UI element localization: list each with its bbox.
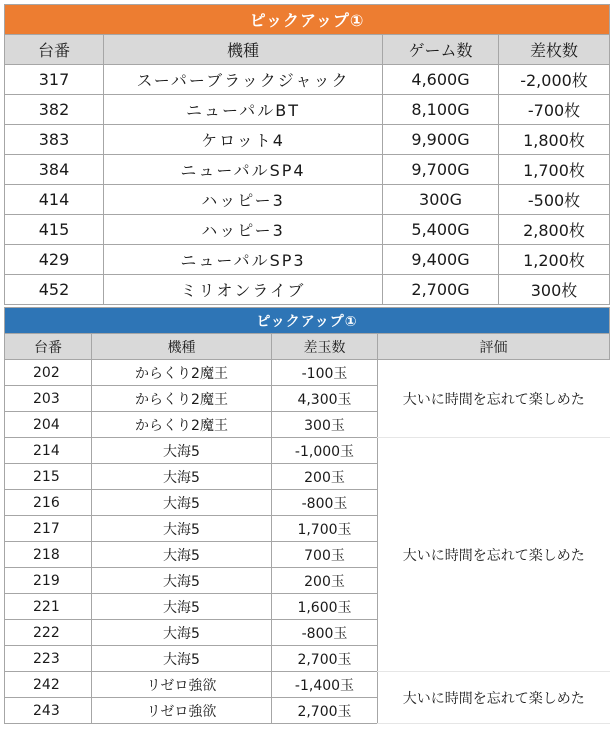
pickup-table-slots (4, 4, 610, 305)
cell-model: からくり2魔王 (92, 412, 272, 438)
cell-machine-number: 218 (5, 542, 92, 568)
cell-machine-number: 222 (5, 620, 92, 646)
table2-title: ピックアップ① (5, 308, 610, 334)
table1-title: ピックアップ① (5, 5, 610, 35)
cell-machine-number: 204 (5, 412, 92, 438)
cell-ball-diff: -100玉 (272, 360, 378, 386)
cell-medal-diff: 1,700枚 (499, 155, 610, 185)
cell-evaluation: 大いに時間を忘れて楽しめた (378, 672, 610, 724)
cell-medal-diff: -2,000枚 (499, 65, 610, 95)
cell-machine-number: 429 (5, 245, 104, 275)
cell-machine-number: 223 (5, 646, 92, 672)
cell-machine-number: 217 (5, 516, 92, 542)
table-row (5, 245, 610, 275)
col-header-model: 機種 (92, 334, 272, 360)
cell-model: 大海5 (92, 620, 272, 646)
table1-header-row (5, 35, 610, 65)
cell-ball-diff: -800玉 (272, 490, 378, 516)
cell-ball-diff: -1,400玉 (272, 672, 378, 698)
cell-ball-diff: 200玉 (272, 464, 378, 490)
cell-model: ミリオンライブ (104, 275, 383, 305)
cell-model: ハッピー3 (104, 185, 383, 215)
cell-machine-number: 214 (5, 438, 92, 464)
col-header-medal-diff: 差枚数 (499, 35, 610, 65)
cell-model: スーパーブラックジャック (104, 65, 383, 95)
cell-machine-number: 215 (5, 464, 92, 490)
cell-machine-number: 317 (5, 65, 104, 95)
cell-model: 大海5 (92, 490, 272, 516)
cell-medal-diff: 1,200枚 (499, 245, 610, 275)
cell-machine-number: 382 (5, 95, 104, 125)
cell-ball-diff: -1,000玉 (272, 438, 378, 464)
cell-machine-number: 415 (5, 215, 104, 245)
col-header-machine-number: 台番 (5, 334, 92, 360)
table-row (5, 672, 610, 698)
pickup-table-pachinko (4, 307, 610, 724)
col-header-model: 機種 (104, 35, 383, 65)
col-header-ball-diff: 差玉数 (272, 334, 378, 360)
cell-model: リゼロ強欲 (92, 672, 272, 698)
cell-ball-diff: 200玉 (272, 568, 378, 594)
cell-machine-number: 203 (5, 386, 92, 412)
table2-header-row (5, 334, 610, 360)
table-row (5, 275, 610, 305)
cell-model: 大海5 (92, 464, 272, 490)
cell-ball-diff: -800玉 (272, 620, 378, 646)
col-header-evaluation: 評価 (378, 334, 610, 360)
cell-machine-number: 243 (5, 698, 92, 724)
cell-model: 大海5 (92, 646, 272, 672)
cell-ball-diff: 4,300玉 (272, 386, 378, 412)
cell-games: 4,600G (383, 65, 499, 95)
cell-machine-number: 202 (5, 360, 92, 386)
col-header-machine-number: 台番 (5, 35, 104, 65)
cell-games: 9,900G (383, 125, 499, 155)
cell-games: 8,100G (383, 95, 499, 125)
cell-medal-diff: -700枚 (499, 95, 610, 125)
cell-model: 大海5 (92, 438, 272, 464)
cell-ball-diff: 700玉 (272, 542, 378, 568)
cell-ball-diff: 300玉 (272, 412, 378, 438)
cell-model: からくり2魔王 (92, 386, 272, 412)
table-row (5, 95, 610, 125)
cell-machine-number: 242 (5, 672, 92, 698)
cell-medal-diff: 1,800枚 (499, 125, 610, 155)
cell-model: からくり2魔王 (92, 360, 272, 386)
cell-model: ニューパルSP3 (104, 245, 383, 275)
cell-model: 大海5 (92, 516, 272, 542)
cell-ball-diff: 2,700玉 (272, 646, 378, 672)
cell-model: ハッピー3 (104, 215, 383, 245)
cell-machine-number: 384 (5, 155, 104, 185)
cell-model: 大海5 (92, 568, 272, 594)
cell-machine-number: 383 (5, 125, 104, 155)
cell-model: 大海5 (92, 542, 272, 568)
cell-model: ニューパルSP4 (104, 155, 383, 185)
table-row (5, 65, 610, 95)
cell-machine-number: 414 (5, 185, 104, 215)
cell-medal-diff: -500枚 (499, 185, 610, 215)
cell-games: 2,700G (383, 275, 499, 305)
cell-machine-number: 221 (5, 594, 92, 620)
table-row (5, 438, 610, 464)
table-row (5, 125, 610, 155)
cell-machine-number: 452 (5, 275, 104, 305)
cell-evaluation: 大いに時間を忘れて楽しめた (378, 360, 610, 438)
cell-model: リゼロ強欲 (92, 698, 272, 724)
cell-ball-diff: 2,700玉 (272, 698, 378, 724)
cell-games: 9,700G (383, 155, 499, 185)
table-row (5, 360, 610, 386)
cell-medal-diff: 300枚 (499, 275, 610, 305)
cell-games: 5,400G (383, 215, 499, 245)
cell-games: 300G (383, 185, 499, 215)
cell-ball-diff: 1,700玉 (272, 516, 378, 542)
cell-ball-diff: 1,600玉 (272, 594, 378, 620)
table-row (5, 215, 610, 245)
cell-machine-number: 216 (5, 490, 92, 516)
table-row (5, 185, 610, 215)
cell-model: 大海5 (92, 594, 272, 620)
table-row (5, 155, 610, 185)
cell-medal-diff: 2,800枚 (499, 215, 610, 245)
cell-evaluation: 大いに時間を忘れて楽しめた (378, 438, 610, 672)
cell-model: ケロット4 (104, 125, 383, 155)
cell-machine-number: 219 (5, 568, 92, 594)
cell-games: 9,400G (383, 245, 499, 275)
cell-model: ニューパルBT (104, 95, 383, 125)
col-header-games: ゲーム数 (383, 35, 499, 65)
